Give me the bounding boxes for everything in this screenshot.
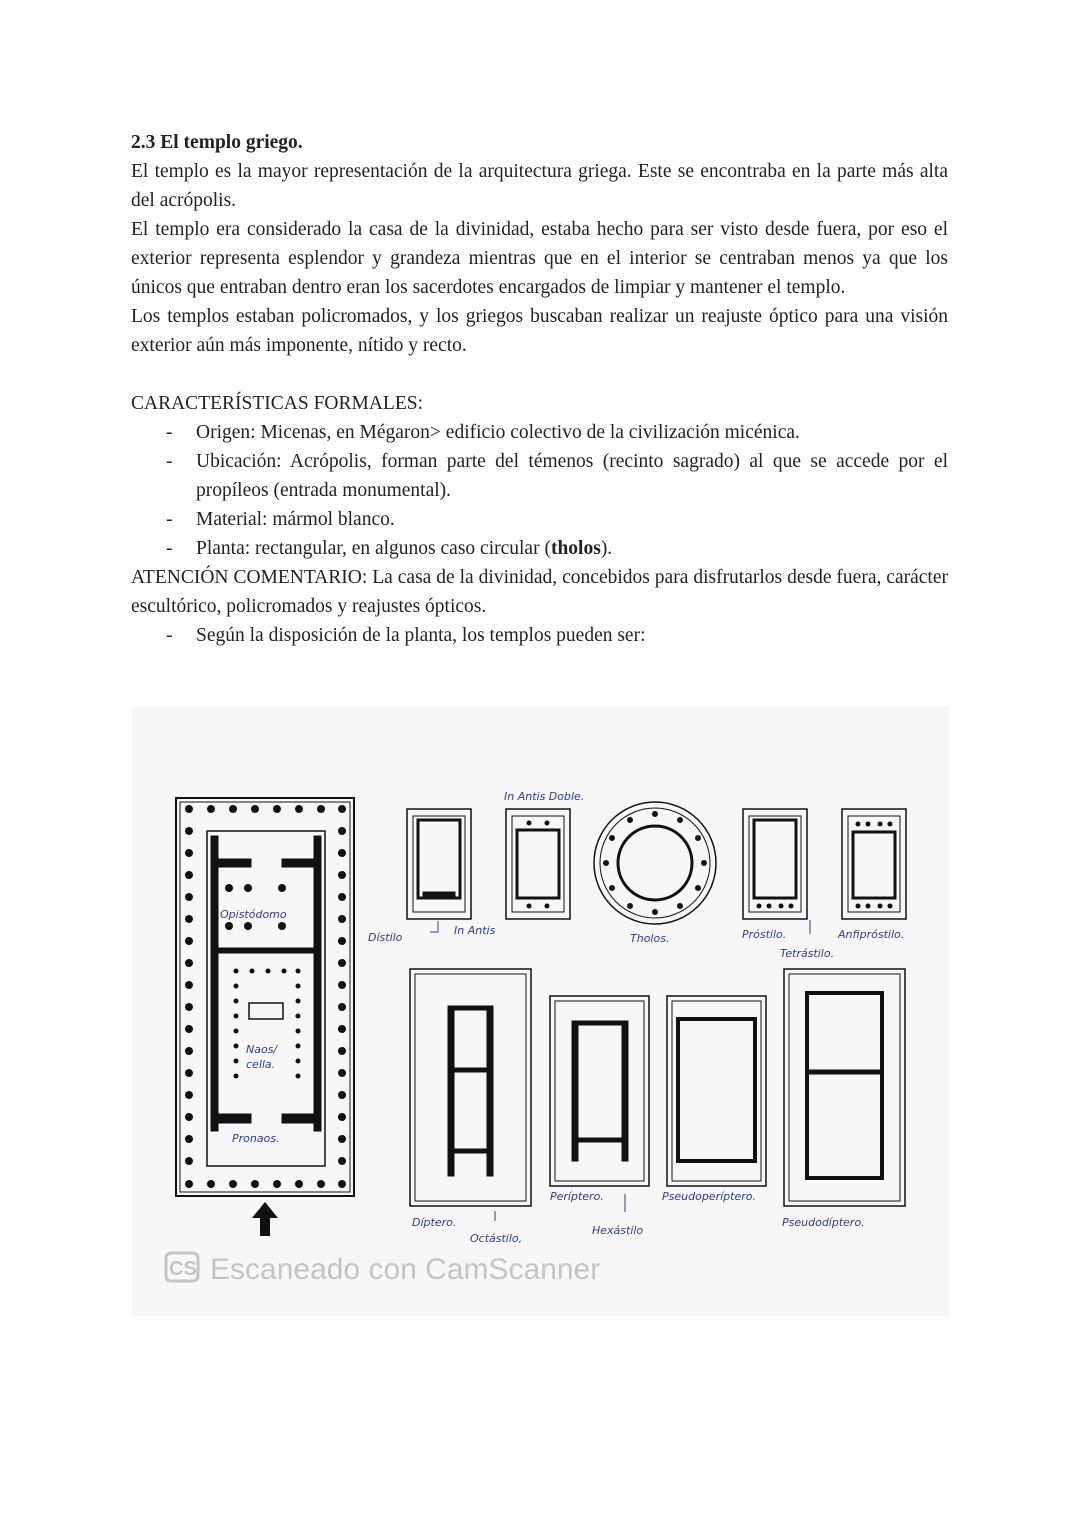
paragraph-2: El templo era considerado la casa de la divinidad, estaba hecho para ser visto desde fuera, por eso el exterior representa esplendor y grandeza mientras que en el interior se centraban menos ya que los únicos que entraban dentro eran los sacerdotes encargados de limpiar y mantener el templo. (131, 219, 948, 298)
feature-plan: - Planta: rectangular, en algunos caso circular (tholos). (131, 534, 948, 563)
temple-plans-figure (132, 706, 950, 1316)
document-body (131, 128, 948, 650)
feature-origin: - Origen: Micenas, en Mégaron> edificio colectivo de la civilización micénica. (131, 418, 948, 447)
tholos-bold: tholos (550, 538, 601, 559)
label-diptero: Díptero. (412, 1216, 457, 1229)
paragraph-1: El templo es la mayor representación de la arquitectura griega. Este se encontraba en la parte más alta del acrópolis. (131, 161, 948, 211)
label-tetrastilo: Tetrástilo. (780, 947, 835, 960)
label-in-antis-doble: In Antis Doble. (504, 790, 585, 803)
large-temple-columns (185, 805, 346, 1188)
label-prostilo: Próstilo. (742, 928, 787, 941)
pseudoperiptero-plan (667, 996, 766, 1186)
label-periptero: Períptero. (550, 1190, 604, 1203)
feature-location: - Ubicación: Acrópolis, forman parte del témenos (recinto sagrado) al que se accede por el propíleos (entrada monumental). (131, 447, 948, 505)
label-tholos: Tholos. (630, 932, 670, 945)
periptero-plan (550, 996, 649, 1186)
features-list (131, 418, 948, 563)
paragraph-3: Los templos estaban policromados, y los griegos buscaban realizar un reajuste óptico para una visión exterior aún más imponente, nítido y recto. (131, 306, 948, 356)
label-pseudoperiptero: Pseudoperíptero. (662, 1190, 756, 1203)
in-antis-doble-plan (506, 809, 570, 919)
label-anfiprostilo: Anfipróstilo. (838, 928, 905, 941)
camscanner-watermark (166, 1253, 600, 1286)
label-cella: cella. (246, 1058, 276, 1071)
feature-layout: - Según la disposición de la planta, los templos pueden ser: (131, 621, 948, 650)
label-pseudodiptero: Pseudodíptero. (782, 1216, 865, 1229)
section-heading: 2.3 El templo griego. (131, 132, 303, 153)
large-temple-plan (176, 798, 354, 1236)
features-title: CARACTERÍSTICAS FORMALES: (131, 393, 424, 414)
label-opistodomo: Opistódomo (220, 908, 287, 921)
feature-material: - Material: mármol blanco. (131, 505, 948, 534)
watermark-text: Escaneado con CamScanner (210, 1253, 601, 1286)
label-hexastilo: Hexástilo (592, 1224, 644, 1237)
label-naos: Naos/ (246, 1043, 278, 1056)
distilo-plan (407, 809, 471, 919)
anfiprostilo-plan (842, 809, 906, 919)
prostilo-plan (743, 809, 807, 919)
label-distilo: Dístilo (368, 931, 403, 944)
pseudodiptero-plan (784, 969, 905, 1206)
label-pronaos: Pronaos. (232, 1132, 280, 1145)
label-octastilo: Octástilo, (470, 1232, 523, 1245)
attention-comment: ATENCIÓN COMENTARIO: La casa de la divinidad, concebidos para disfrutarlos desde fuera, carácter escultórico, policromados y reajustes ópticos. (131, 567, 948, 617)
tholos-plan (594, 802, 716, 924)
camscanner-logo: CS (169, 1258, 197, 1280)
diptero-plan (410, 969, 531, 1206)
label-in-antis: In Antis (454, 924, 496, 937)
